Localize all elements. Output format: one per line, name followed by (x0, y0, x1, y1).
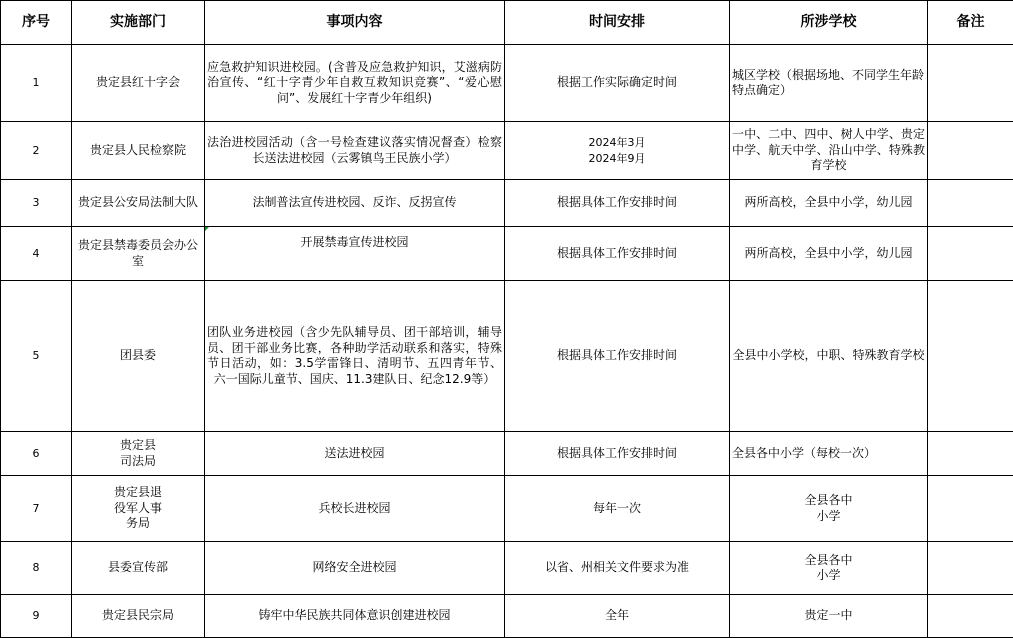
cell-dept: 贵定县人民检察院 (72, 122, 205, 180)
cell-dept: 贵定县红十字会 (72, 45, 205, 122)
cell-time: 根据具体工作安排时间 (505, 180, 730, 227)
cell-note (928, 122, 1013, 180)
cell-no: 7 (1, 476, 72, 542)
cell-time: 每年一次 (505, 476, 730, 542)
cell-dept: 贵定县公安局法制大队 (72, 180, 205, 227)
cell-content: 团队业务进校园（含少先队辅导员、团干部培训，辅导员、团干部业务比赛，各种助学活动联系和落实，特殊节日活动，如：3.5学雷锋日、清明节、五四青年节、六一国际儿童节、国庆、11.3建队日、纪念12.9等） (205, 281, 505, 432)
cell-no: 9 (1, 595, 72, 638)
cell-no: 3 (1, 180, 72, 227)
table-row (1, 227, 1013, 281)
cell-time: 根据具体工作安排时间 (505, 227, 730, 281)
table-row (1, 45, 1013, 122)
cell-dept: 贵定县禁毒委员会办公室 (72, 227, 205, 281)
cell-content: 兵校长进校园 (205, 476, 505, 542)
cell-no: 1 (1, 45, 72, 122)
cell-time: 以省、州相关文件要求为准 (505, 542, 730, 595)
cell-note (928, 476, 1013, 542)
cell-content: 法治进校园活动（含一号检查建议落实情况督查）检察长送法进校园（云雾镇鸟王民族小学） (205, 122, 505, 180)
cell-note (928, 180, 1013, 227)
cell-time: 根据具体工作安排时间 (505, 281, 730, 432)
cell-content: 法制普法宣传进校园、反诈、反拐宣传 (205, 180, 505, 227)
cell-schools: 城区学校（根据场地、不同学生年龄特点确定） (730, 45, 928, 122)
cell-note (928, 432, 1013, 476)
cell-schools: 两所高校，全县中小学，幼儿园 (730, 227, 928, 281)
cell-schools: 两所高校，全县中小学，幼儿园 (730, 180, 928, 227)
header-no: 序号 (1, 1, 72, 45)
header-time: 时间安排 (505, 1, 730, 45)
table-row (1, 432, 1013, 476)
cell-note (928, 595, 1013, 638)
cell-no: 5 (1, 281, 72, 432)
cell-schools: 全县各中 小学 (730, 476, 928, 542)
header-content: 事项内容 (205, 1, 505, 45)
header-row (1, 1, 1013, 45)
cell-no: 2 (1, 122, 72, 180)
cell-time: 全年 (505, 595, 730, 638)
cell-note (928, 45, 1013, 122)
cell-time: 根据具体工作安排时间 (505, 432, 730, 476)
cell-note (928, 227, 1013, 281)
cell-no: 4 (1, 227, 72, 281)
table-row (1, 595, 1013, 638)
cell-schools: 全县各中 小学 (730, 542, 928, 595)
cell-time: 2024年3月 2024年9月 (505, 122, 730, 180)
cell-content: 开展禁毒宣传进校园 (205, 227, 505, 281)
cell-no: 6 (1, 432, 72, 476)
header-schools: 所涉学校 (730, 1, 928, 45)
cell-content: 送法进校园 (205, 432, 505, 476)
cell-schools: 全县中小学校，中职、特殊教育学校 (730, 281, 928, 432)
cell-content: 网络安全进校园 (205, 542, 505, 595)
cell-content: 铸牢中华民族共同体意识创建进校园 (205, 595, 505, 638)
cell-dept: 贵定县 司法局 (72, 432, 205, 476)
cell-no: 8 (1, 542, 72, 595)
table-row (1, 180, 1013, 227)
header-dept: 实施部门 (72, 1, 205, 45)
cell-note (928, 542, 1013, 595)
cell-time: 根据工作实际确定时间 (505, 45, 730, 122)
cell-dept: 团县委 (72, 281, 205, 432)
cell-note (928, 281, 1013, 432)
table-row (1, 281, 1013, 432)
cell-dept: 贵定县民宗局 (72, 595, 205, 638)
cell-schools: 一中、二中、四中、树人中学、贵定中学、航天中学、沿山中学、特殊教育学校 (730, 122, 928, 180)
cell-schools: 贵定一中 (730, 595, 928, 638)
table-row (1, 122, 1013, 180)
table-row (1, 476, 1013, 542)
table-row (1, 542, 1013, 595)
header-note: 备注 (928, 1, 1013, 45)
cell-dept: 贵定县退 役军人事 务局 (72, 476, 205, 542)
cell-dept: 县委宣传部 (72, 542, 205, 595)
cell-content: 应急救护知识进校园。(含普及应急救护知识，艾滋病防治宣传、“红十字青少年自救互救知识竞赛”、“爱心慰问”、发展红十字青少年组织) (205, 45, 505, 122)
cell-schools: 全县各中小学（每校一次） (730, 432, 928, 476)
